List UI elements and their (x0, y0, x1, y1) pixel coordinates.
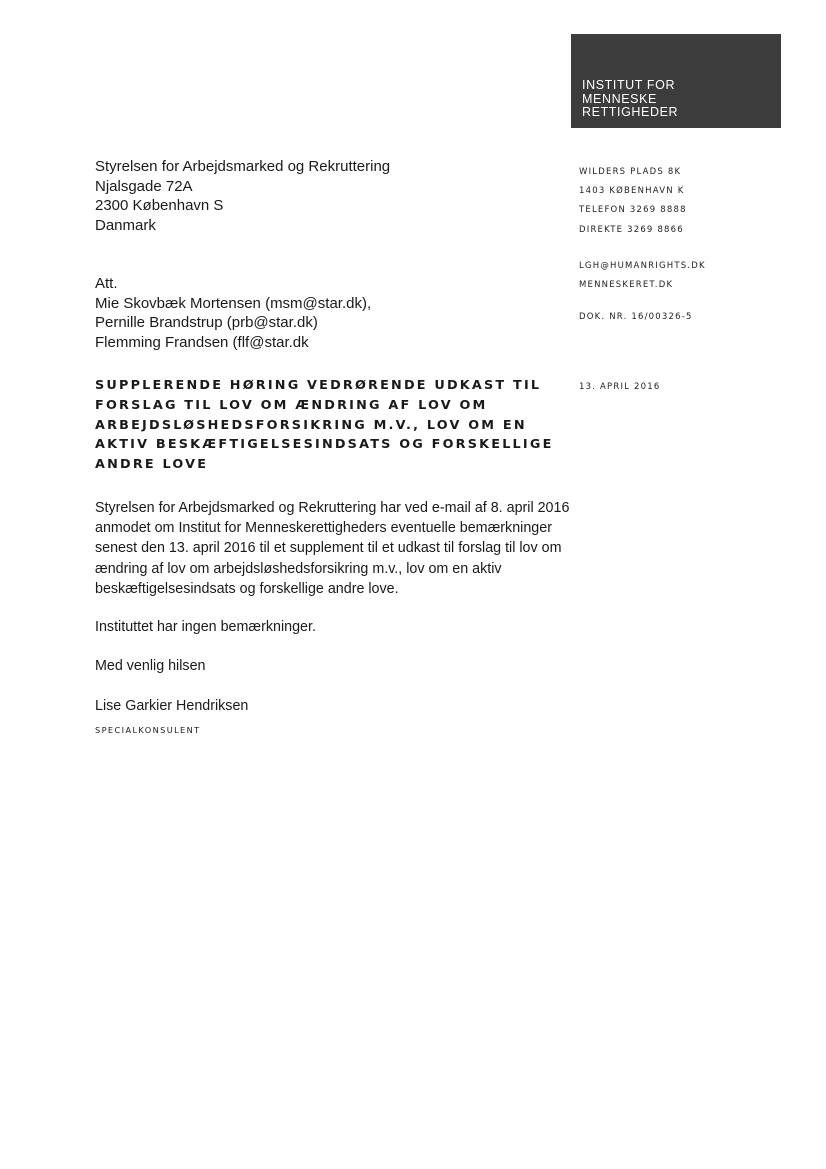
institute-logo (571, 34, 781, 128)
sender-website: MENNESKERET.DK (579, 279, 674, 290)
logo-line-3: RETTIGHEDER (582, 105, 679, 119)
recipient-city: 2300 København S (95, 197, 224, 214)
closing-greeting: Med venlig hilsen (95, 658, 206, 674)
sender-email: LGH@HUMANRIGHTS.DK (579, 261, 706, 271)
document-number: DOK. NR. 16/00326-5 (579, 312, 693, 322)
body-paragraph-2: Instituttet har ingen bemærkninger. (95, 619, 316, 635)
sender-street: WILDERS PLADS 8K (579, 167, 682, 177)
sender-direct-phone: DIREKTE 3269 8866 (579, 224, 684, 235)
body-paragraph-1: Styrelsen for Arbejdsmarked og Rekruttering har ved e-mail af 8. april 2016 anmodet om Institut for Menneskerettigheders eventuelle bemærkninger senest den 13. april 2016 til et supplement til et udkast til forslag til lov om ændring af lov om arbejdsløshedsforsikring m.v., lov om en aktiv beskæftigelsesindsats og forskellige andre love. (95, 500, 570, 597)
recipient-country: Danmark (95, 216, 156, 234)
attention-block (95, 274, 371, 352)
sender-city: 1403 KØBENHAVN K (579, 186, 685, 197)
letter-subject: SUPPLERENDE HØRING VEDRØRENDE UDKAST TIL FORSLAG TIL LOV OM ÆNDRING AF LOV OM ARBEJDSLØSHEDSFORSIKRING M.V., LOV OM EN AKTIV BESKÆFTIGELSESINDSATS OG FORSKELLIGE ANDRE LOVE (95, 378, 554, 473)
signer-name: Lise Garkier Hendriksen (95, 698, 249, 714)
attention-label: Att. (95, 275, 118, 292)
logo-line-1: INSTITUT FOR (582, 78, 676, 92)
sender-contact (579, 257, 706, 294)
attention-person-1: Mie Skovbæk Mortensen (msm@star.dk), (95, 294, 372, 312)
recipient-street: Njalsgade 72A (95, 177, 193, 195)
logo-line-2: MENNESKE (582, 91, 657, 106)
logo-text (582, 79, 678, 120)
signer-title: SPECIALKONSULENT (95, 725, 201, 735)
recipient-address (95, 157, 390, 235)
letter-date: 13. APRIL 2016 (579, 382, 661, 392)
attention-person-3: Flemming Frandsen (flf@star.dk (95, 333, 309, 351)
attention-person-2: Pernille Brandstrup (prb@star.dk) (95, 314, 318, 331)
sender-address (579, 163, 687, 240)
recipient-name: Styrelsen for Arbejdsmarked og Rekruttering (95, 158, 391, 175)
sender-phone: TELEFON 3269 8888 (579, 205, 687, 216)
